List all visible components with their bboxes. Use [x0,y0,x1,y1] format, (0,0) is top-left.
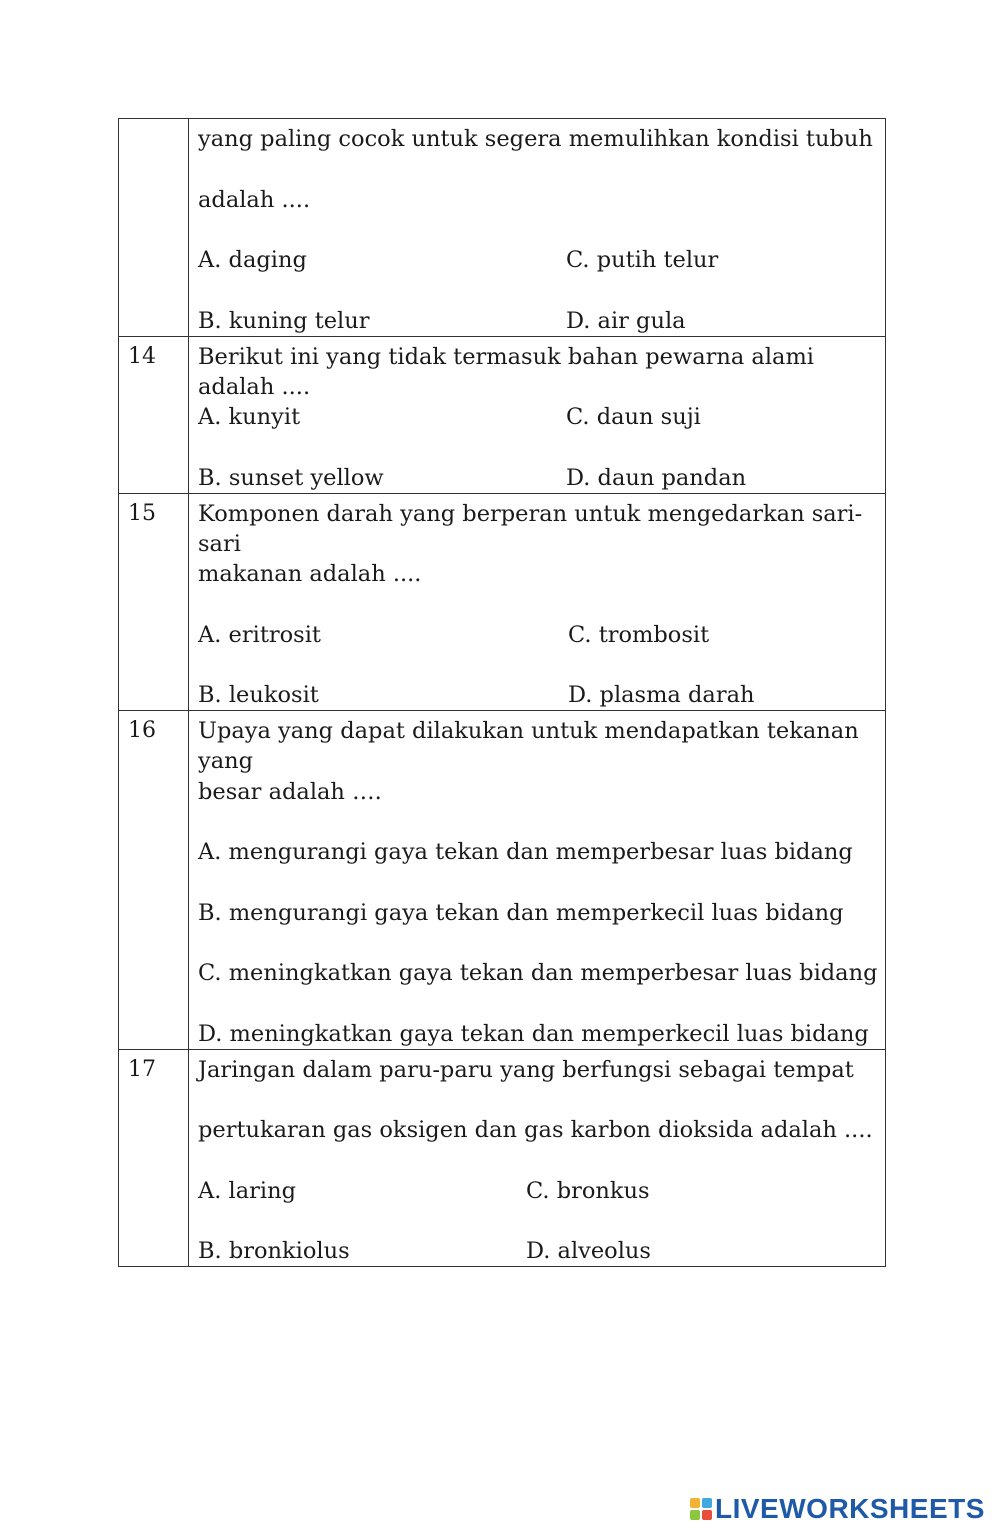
question-stem-line: makanan adalah .... [198,561,422,587]
question-content [189,336,886,493]
question-row [119,119,886,337]
question-number: 15 [128,500,156,526]
question-stem-line: Jaringan dalam paru-paru yang berfungsi sebagai tempat [198,1056,854,1083]
option-b[interactable]: B. sunset yellow [198,464,384,491]
option-c[interactable]: C. trombosit [568,621,710,648]
option-d[interactable]: D. meningkatkan gaya tekan dan memperkecil luas bidang [198,1020,869,1047]
option-a[interactable]: A. laring [198,1177,297,1204]
liveworksheets-logo-icon [690,1498,712,1520]
question-row [119,711,886,1050]
question-number: 16 [128,718,156,743]
question-stem-line: adalah .... [198,186,311,213]
option-row [198,1236,885,1266]
option-a[interactable]: A. kunyit [198,404,301,430]
option-a[interactable]: A. daging [198,247,307,273]
question-number-cell [119,119,189,337]
question-number [119,119,188,154]
question-content [189,493,886,711]
option-row [198,245,885,275]
question-number-cell [119,711,189,1050]
logo-text: LIVEWORKSHEETS [715,1493,985,1524]
question-content [189,1049,886,1267]
quiz-table [118,118,886,1267]
question-row [119,336,886,493]
question-number-cell [119,1049,189,1267]
option-d[interactable]: D. alveolus [526,1238,651,1264]
option-d[interactable]: D. plasma darah [568,682,755,708]
question-content [189,119,886,337]
question-number-cell [119,493,189,711]
option-row [198,402,885,432]
option-row [198,680,885,710]
option-d[interactable]: D. air gula [566,307,686,334]
question-stem-line: yang paling cocok untuk segera memulihkan kondisi tubuh [198,126,873,152]
option-b[interactable]: B. leukosit [198,682,319,708]
question-stem-line: pertukaran gas oksigen dan gas karbon dioksida adalah .... [198,1117,873,1143]
option-row [198,463,885,493]
question-stem-line: Upaya yang dapat dilakukan untuk mendapatkan tekanan yang [198,718,859,774]
question-stem-line: Berikut ini yang tidak termasuk bahan pewarna alami adalah .... [198,343,814,400]
question-row [119,1049,886,1267]
option-row [198,306,885,336]
question-stem-line: besar adalah …. [198,778,382,805]
question-number-cell [119,336,189,493]
option-row [198,1176,885,1206]
option-c[interactable]: C. meningkatkan gaya tekan dan memperbesar luas bidang [198,960,878,986]
option-d[interactable]: D. daun pandan [566,464,747,491]
question-number: 14 [128,343,156,369]
question-stem-line: Komponen darah yang berperan untuk mengedarkan sari-sari [198,500,863,557]
option-row [198,620,885,650]
question-content [189,711,886,1050]
question-number: 17 [128,1056,156,1082]
liveworksheets-logo[interactable] [690,1492,985,1526]
option-b[interactable]: B. kuning telur [198,307,370,334]
option-b[interactable]: B. mengurangi gaya tekan dan memperkecil luas bidang [198,899,844,926]
option-a[interactable]: A. mengurangi gaya tekan dan memperbesar luas bidang [198,839,853,865]
option-c[interactable]: C. bronkus [526,1177,650,1204]
question-row [119,493,886,711]
option-a[interactable]: A. eritrosit [198,621,321,648]
option-b[interactable]: B. bronkiolus [198,1238,350,1264]
option-c[interactable]: C. putih telur [566,247,719,273]
option-c[interactable]: C. daun suji [566,404,701,430]
